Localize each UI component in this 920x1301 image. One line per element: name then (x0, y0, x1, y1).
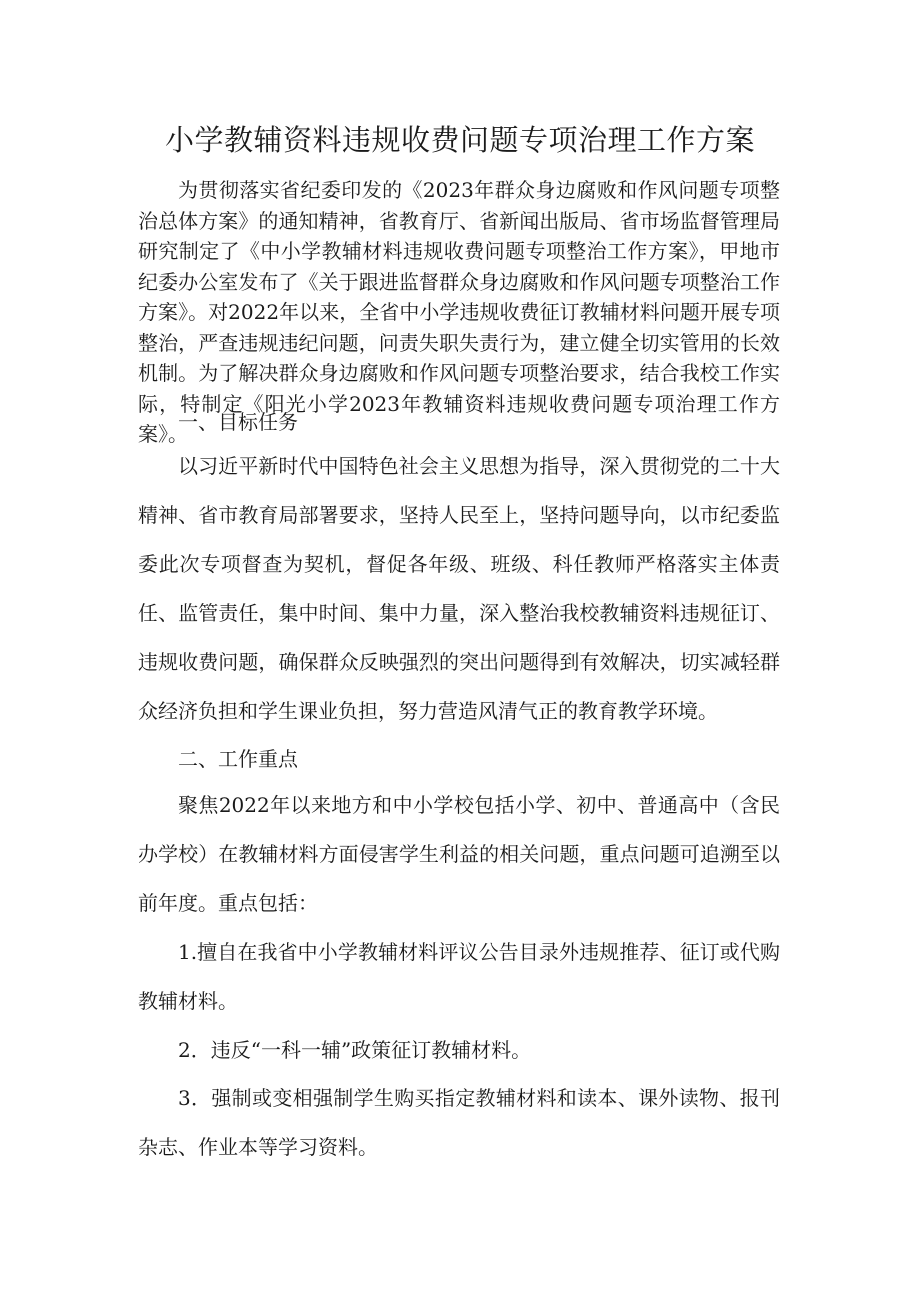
intro-paragraph: 为贯彻落实省纪委印发的《2023年群众身边腐败和作风问题专项整治总体方案》的通知精神，省教育厅、省新闻出版局、省市场监督管理局研究制定了《中小学教辅材料违规收费问题专项整治工作方案》，甲地市纪委办公室发布了《关于跟进监督群众身边腐败和作风问题专项整治工作方案》。对2022年以来，全省中小学违规收费征订教辅材料问题开展专项整治，严查违规违纪问题，问责失职失责行为，建立健全切实管用的长效机制。为了解决群众身边腐败和作风问题专项整治要求，结合我校工作实际，特制定《阳光小学2023年教辅资料违规收费问题专项治理工作方案》。 (138, 178, 780, 446)
document-title: 小学教辅资料违规收费问题专项治理工作方案 (164, 123, 755, 157)
section-2-heading: 二、工作重点 (178, 747, 298, 771)
list-item-3: 3．强制或变相强制学生购买指定教辅材料和读本、课外读物、报刊杂志、作业本等学习资料。 (138, 1086, 780, 1159)
section-1-paragraph: 以习近平新时代中国特色社会主义思想为指导，深入贯彻党的二十大精神、省市教育局部署要求，坚持人民至上，坚持问题导向，以市纪委监委此次专项督查为契机，督促各年级、班级、科任教师严格落实主体责任、监管责任，集中时间、集中力量，深入整治我校教辅资料违规征订、违规收费问题，确保群众反映强烈的突出问题得到有效解决，切实减轻群众经济负担和学生课业负担，努力营造风清气正的教育教学环境。 (138, 454, 780, 723)
section-1-heading: 一、目标任务 (178, 410, 298, 434)
list-item-2: 2．违反“一科一辅”政策征订教辅材料。 (178, 1038, 532, 1062)
section-2-paragraph: 聚焦2022年以来地方和中小学校包括小学、初中、普通高中（含民办学校）在教辅材料方面侵害学生利益的相关问题，重点问题可追溯至以前年度。重点包括： (138, 793, 780, 915)
list-item-1: 1.擅自在我省中小学教辅材料评议公告目录外违规推荐、征订或代购教辅材料。 (138, 940, 780, 1013)
